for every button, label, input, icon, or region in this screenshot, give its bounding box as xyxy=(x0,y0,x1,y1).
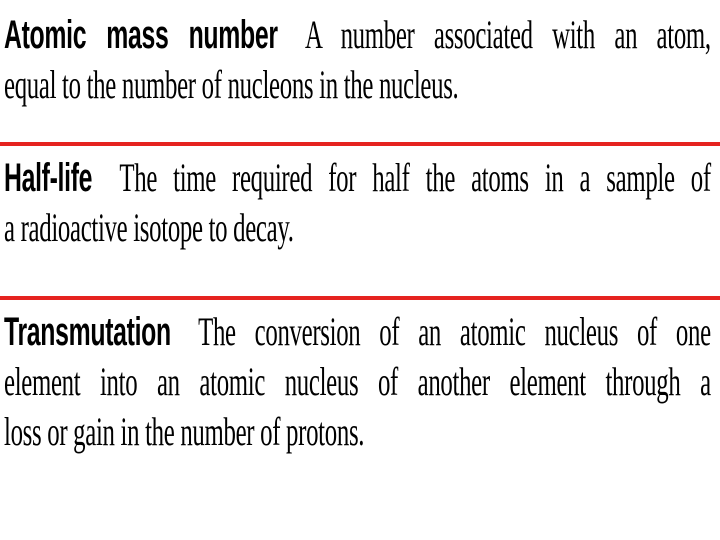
term-label: Half-life xyxy=(4,156,93,200)
section-divider xyxy=(0,296,720,300)
definition-text: element into an atomic nucleus of another element through a xyxy=(4,359,711,404)
definition-text: equal to the number of nucleons in the nucleus. xyxy=(4,62,459,107)
definition-transmutation xyxy=(4,307,711,457)
section-divider xyxy=(0,142,720,146)
definition-half-life xyxy=(4,153,711,253)
definition-first-line xyxy=(4,10,711,60)
definition-atomic-mass-number xyxy=(4,10,711,110)
definition-text: a radioactive isotope to decay. xyxy=(4,205,294,250)
definition-text: The time required for half the atoms in a sample of xyxy=(119,155,711,200)
term-label: Transmutation xyxy=(4,310,171,354)
term-label: Atomic mass number xyxy=(4,13,278,57)
definition-first-line xyxy=(4,307,711,357)
definition-text: The conversion of an atomic nucleus of one xyxy=(198,309,711,354)
definition-text: loss or gain in the number of protons. xyxy=(4,409,365,454)
definition-first-line xyxy=(4,153,711,203)
definition-text: A number associated with an atom, xyxy=(304,12,711,57)
